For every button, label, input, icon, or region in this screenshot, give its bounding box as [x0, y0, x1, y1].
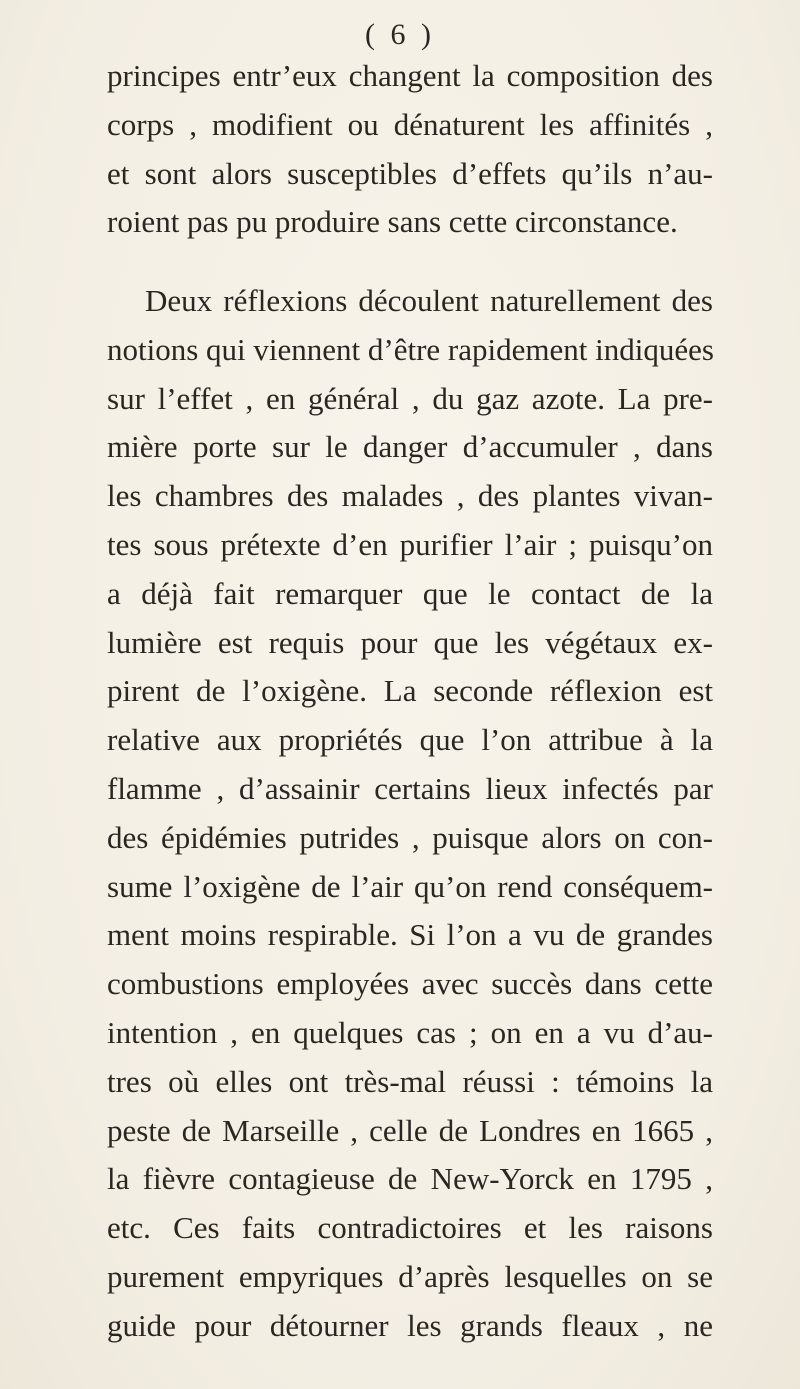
text-line: notions qui viennent d’être rapidement indiquées [107, 331, 714, 367]
text-line: des épidémies putrides , puisque alors on con- [107, 819, 713, 855]
text-line: tes sous prétexte d’en purifier l’air ; puisqu’on [107, 526, 713, 562]
text-line: purement empyriques d’après lesquelles on se [107, 1258, 713, 1294]
text-line: sume l’oxigène de l’air qu’on rend conséquem- [107, 868, 713, 904]
text-line: ment moins respirable. Si l’on a vu de grandes [107, 917, 713, 953]
text-line: peste de Marseille , celle de Londres en 1665 , [107, 1112, 713, 1148]
text-line: sur l’effet , en général , du gaz azote. La pre- [107, 380, 713, 416]
paragraph-1 [107, 52, 713, 247]
text-line: flamme , d’assainir certains lieux infectés par [107, 770, 713, 806]
text-line: principes entr’eux changent la composition des [107, 58, 713, 93]
text-line: a déjà fait remarquer que le contact de la [107, 575, 713, 611]
text-line: etc. Ces faits contradictoires et les raisons [107, 1210, 713, 1246]
text-line: intention , en quelques cas ; on en a vu d’au- [107, 1014, 713, 1050]
text-line: Deux réflexions découlent naturellement des [145, 283, 713, 318]
text-line: guide pour détourner les grands fleaux , ne [107, 1307, 713, 1343]
text-line: pirent de l’oxigène. La seconde réflexion est [107, 673, 713, 709]
text-line: et sont alors susceptibles d’effets qu’ils n’au- [107, 155, 713, 191]
text-line: les chambres des malades , des plantes vivan- [107, 478, 713, 514]
text-line: relative aux propriétés que l’on attribue à la [107, 722, 713, 758]
text-line: roient pas pu produire sans cette circonstance. [107, 204, 678, 240]
paragraph-2 [107, 277, 713, 1351]
text-line: la fièvre contagieuse de New-Yorck en 1795 , [107, 1161, 713, 1197]
text-line: mière porte sur le danger d’accumuler , dans [107, 429, 713, 465]
page-number: ( 6 ) [365, 18, 435, 51]
text-line: lumière est requis pour que les végétaux ex- [107, 624, 713, 660]
text-line: combustions employées avec succès dans cette [107, 966, 713, 1002]
text-line: corps , modifient ou dénaturent les affinités , [107, 106, 713, 142]
text-line: tres où elles ont très-mal réussi : témoins la [107, 1063, 713, 1099]
